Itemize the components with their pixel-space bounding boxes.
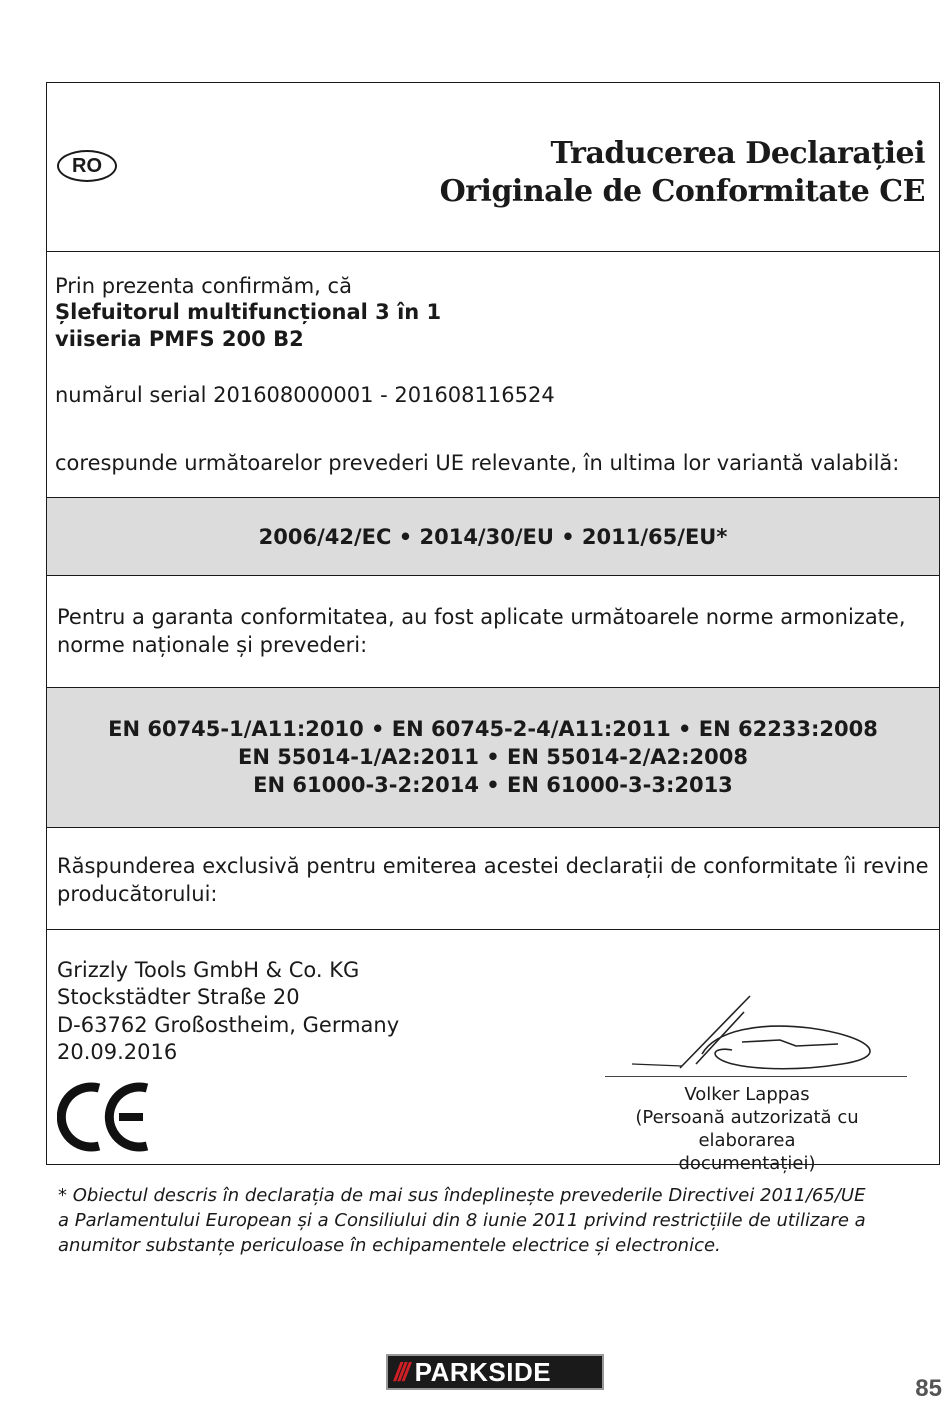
document-title	[440, 135, 925, 211]
title-line-1: Traducerea Declarației	[550, 136, 925, 171]
header-section	[47, 83, 939, 252]
signer-role-line-1: (Persoană autzorizată cu elaborarea	[635, 1107, 859, 1151]
norms-intro-line-1: Pentru a garanta conformitatea, au fost aplicate următoarele norme armonizate,	[57, 605, 906, 629]
manufacturer-section	[47, 930, 939, 1174]
signature-line	[605, 1076, 907, 1077]
norms-section	[47, 688, 939, 828]
responsibility-line-2: producătorului:	[57, 882, 218, 906]
ce-mark-icon	[57, 1080, 152, 1154]
manufacturer-street: Stockstädter Straße 20	[57, 985, 300, 1009]
norms-line-3: EN 61000-3-2:2014 • EN 61000-3-3:2013	[253, 773, 733, 797]
signer-block	[587, 1083, 907, 1175]
intro-line: Prin prezenta confirmăm, că	[55, 274, 352, 298]
language-badge: RO	[57, 150, 117, 182]
norms-line-1: EN 60745-1/A11:2010 • EN 60745-2-4/A11:2011 • EN 62233:2008	[108, 717, 878, 741]
responsibility-line-1: Răspunderea exclusivă pentru emiterea acestei declarații de conformitate îi revine	[57, 854, 929, 878]
logo-slashes: ///	[394, 1357, 407, 1387]
product-series	[55, 325, 304, 353]
parkside-logo	[386, 1354, 604, 1390]
footnote-line-3: anumitor substanțe periculoase în echipamentele electrice și electronice.	[58, 1235, 721, 1256]
manufacturer-name: Grizzly Tools GmbH & Co. KG	[57, 958, 360, 982]
signer-name: Volker Lappas	[684, 1084, 810, 1105]
product-series-text: viiseria PMFS 200 B2	[55, 327, 304, 351]
responsibility-section	[47, 828, 939, 930]
product-name-text: Șlefuitorul multifuncțional 3 în 1	[55, 300, 442, 324]
handwritten-signature-icon	[632, 994, 872, 1076]
title-line-2: Originale de Conformitate CE	[439, 174, 925, 209]
footnote-line-2: a Parlamentului European și a Consiliului din 8 iunie 2011 privind restricțiile de utilizare a	[58, 1210, 866, 1231]
norms-intro-section	[47, 576, 939, 688]
footnote-line-1: * Obiectul descris în declarația de mai sus îndeplinește prevederile Directivei 2011/65/UE	[58, 1185, 866, 1206]
footnote	[58, 1183, 908, 1258]
intro-section	[47, 252, 939, 498]
logo-brand: PARKSIDE	[414, 1357, 552, 1387]
product-name	[55, 298, 441, 326]
manufacturer-city: D-63762 Großostheim, Germany	[57, 1013, 400, 1037]
declaration-date: 20.09.2016	[57, 1040, 178, 1064]
norms-intro-line-2: norme naționale și prevederi:	[57, 633, 368, 657]
declaration-frame	[46, 82, 940, 1174]
norms-line-2: EN 55014-1/A2:2011 • EN 55014-2/A2:2008	[237, 745, 749, 769]
page-number: 85	[915, 1375, 942, 1402]
directives-list: 2006/42/EC • 2014/30/EU • 2011/65/EU*	[258, 525, 728, 549]
serial-number: numărul serial 201608000001 - 201608116524	[55, 383, 555, 407]
signer-role-line-2: documentației)	[678, 1153, 816, 1174]
conformity-statement: corespunde următoarelor prevederi UE relevante, în ultima lor variantă valabilă:	[55, 451, 900, 475]
directives-section	[47, 498, 939, 576]
